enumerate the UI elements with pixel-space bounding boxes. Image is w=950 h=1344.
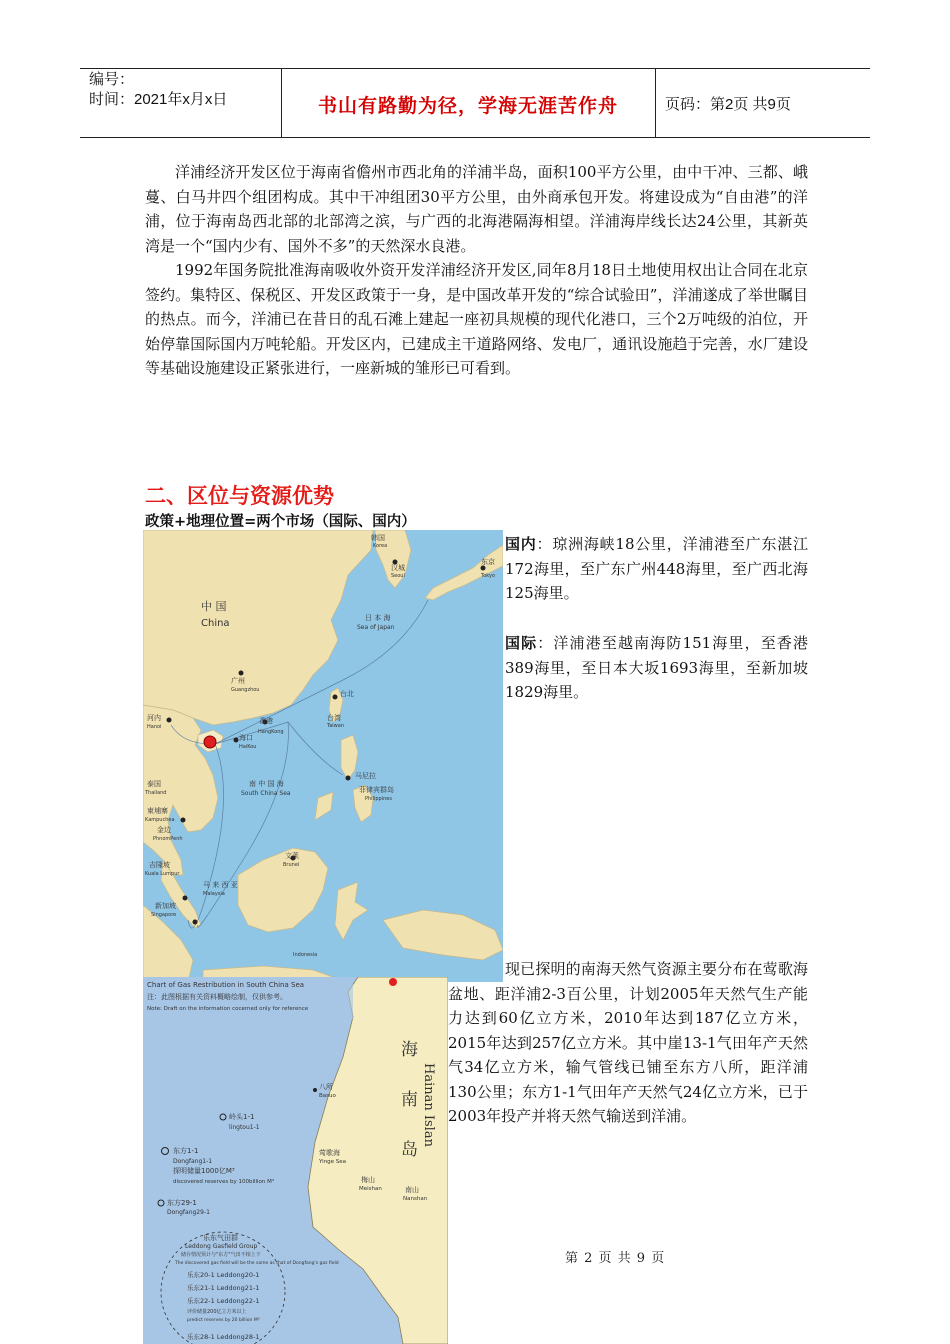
haikou-dot [234, 738, 239, 743]
hainan-label-char: 南 [401, 1090, 418, 1110]
header-page-info: 页码：第2页 共9页 [665, 96, 791, 113]
header-motto: 书山有路勤为径，学海无涯苦作舟 [317, 95, 618, 117]
map-label: 广州 [231, 677, 245, 685]
map-label: Kuala Lumpur [145, 871, 180, 877]
map-label: 乐东21-1 Leddong21-1 [187, 1284, 260, 1292]
section-title: 二、区位与资源优势 [145, 484, 334, 508]
map-label: 储存情况预计与"东方"气田不相上下 [181, 1252, 261, 1258]
map-label: China [201, 618, 230, 629]
map-label: 海口 [239, 734, 253, 742]
map-label: 韩国 [371, 534, 385, 542]
map-label: Tokyo [481, 573, 495, 579]
singapore-dot [193, 920, 198, 925]
map-label: Meishan [359, 1186, 382, 1192]
map-label: 东方1-1 [173, 1147, 199, 1155]
manila-dot [346, 776, 351, 781]
domestic-market-text [505, 532, 808, 606]
hainan-label-en: Hainan Islan [421, 1063, 436, 1147]
map-label: Indonesia [293, 952, 318, 958]
map-label: Taiwan [327, 723, 345, 729]
map-label: 菲律宾群岛 [359, 786, 394, 794]
taipei-dot [333, 695, 338, 700]
international-market-text [505, 631, 808, 705]
map-label: Thailand [145, 790, 167, 796]
international-detail: ：洋浦港至越南海防151海里，至香港389海里，至日本大坂1693海里，至新加坡1829海里。 [505, 634, 808, 701]
map-label: 河内 [147, 714, 161, 722]
map-label: Basuo [319, 1093, 336, 1099]
international-label: 国际 [505, 634, 538, 652]
map-label: Nanshan [403, 1196, 428, 1202]
gas-paragraph-start [448, 957, 808, 1129]
hainan-label-char: 岛 [401, 1140, 418, 1160]
map-label: discovered reserves by 100billion M³ [173, 1179, 275, 1185]
map2-title: Chart of Gas Restribution in South China Sea [147, 981, 305, 989]
map-label: HaiKou [239, 744, 257, 750]
domestic-detail: ：琼洲海峡18公里，洋浦港至广东湛江172海里，至广东广州448海里，至广西北海125海里。 [505, 535, 808, 602]
map-label: 中 国 [201, 600, 227, 613]
map-label: Brunei [283, 862, 300, 868]
map-label: 金边 [157, 826, 171, 834]
map-label: Sea of Japan [357, 624, 395, 631]
map-label: 马 来 西 亚 [203, 881, 238, 889]
map-label: 东京 [481, 558, 495, 566]
tokyo-dot [481, 566, 486, 571]
hainan-label-char: 海 [401, 1040, 418, 1060]
map-label: 汉城 [391, 564, 405, 572]
header-divider [655, 69, 656, 137]
map-label: 乐东20-1 Leddong20-1 [187, 1271, 260, 1279]
map-label: 莺歌海 [319, 1149, 340, 1157]
header-left [89, 70, 227, 110]
map-label: Yinge Sea [319, 1159, 347, 1165]
south-china-sea-map [143, 530, 503, 982]
map-label: 梅山 [361, 1176, 375, 1184]
yangpu-marker [389, 978, 397, 986]
gas-paragraph: 现已探明的南海天然气资源主要分布在莺歌海盆地、距洋浦2-3百公里，计划2005年天然气生产能力达到60亿立方米，2010年达到187亿立方米，2015年达到257亿立方米。其中崖13-1气田年产天然气34亿立方米，输气管线已铺至东方八所，距洋浦130公里；东方1-1气田年产天然气24亿立方米，已于2003年投产并将天然气输送到洋浦。 [448, 960, 808, 1125]
map-label: predict reserves by 20 billion M³ [187, 1318, 260, 1323]
map-label: Hanoi [147, 724, 162, 730]
map-label: Malaysia [203, 891, 225, 897]
map-label: 新加坡 [155, 902, 176, 910]
map-label: 乐东28-1 Leddong28-1 [187, 1333, 260, 1341]
number-label: 编号： [89, 71, 135, 88]
map-label: The discovered gas field will be the same as that of Dongfang's gas field [175, 1261, 339, 1266]
map-label: PhnomPenh [153, 836, 183, 842]
phnom-penh-dot [181, 818, 186, 823]
map-label: Leddong Gasfield Group [185, 1243, 258, 1250]
map-label: 探明储量1000亿M³ [173, 1167, 235, 1175]
page-footer: 第 2 页 共 9 页 [565, 1251, 666, 1266]
map-label: 乐东气田群 [203, 1234, 238, 1242]
map-label: Dongfang29-1 [167, 1209, 210, 1216]
map-label: Kampuchea [145, 817, 175, 823]
map-label: 台北 [340, 690, 354, 698]
map-label: HangKong [258, 729, 284, 735]
map-label: Guangzhou [231, 687, 260, 693]
map-label: 八所 [319, 1083, 333, 1091]
hanoi-dot [167, 718, 172, 723]
map-label: Dongfang1-1 [173, 1158, 213, 1165]
paragraph-1: 洋浦经济开发区位于海南省儋州市西北角的洋浦半岛，面积100平方公里，由中干冲、三都、峨蔓、白马井四个组团构成。其中干冲组团30平方公里，由外商承包开发。将建设成为“自由港”的洋浦，位于海南岛西北部的北部湾之滨，与广西的北海港隔海相望。洋浦海岸线长达24公里，其新英湾是一个“国内少有、国外不多”的天然深水良港。 [145, 163, 808, 255]
map-label: Korea [373, 543, 388, 549]
map-label: 文莱 [285, 852, 299, 860]
map-label: Seoul [391, 573, 405, 579]
map2-note-cn: 注：此图根据有关资料概略绘制，仅供参考。 [147, 993, 287, 1001]
map-label: 泰国 [147, 780, 161, 788]
time-label: 时间：2021年x月x日 [89, 91, 228, 108]
kuala-lumpur-dot [183, 896, 188, 901]
map-label: 南山 [405, 1186, 419, 1194]
map-label: 东方29-1 [167, 1199, 197, 1207]
map-label: Singapore [151, 912, 177, 918]
domestic-label: 国内 [505, 535, 537, 553]
map-label: 乐东22-1 Leddong22-1 [187, 1297, 260, 1305]
guangzhou-dot [239, 671, 244, 676]
map-label: 岭头1-1 [229, 1113, 255, 1121]
map-label: 南 中 国 海 [249, 780, 284, 788]
map-label: South China Sea [241, 790, 291, 797]
map-label: 香港 [259, 717, 273, 725]
map-label: 吉隆坡 [149, 861, 170, 869]
gas-distribution-map [143, 977, 448, 1344]
map-label: 马尼拉 [355, 772, 376, 780]
map-label: 评价储量200亿立方米以上 [187, 1309, 247, 1315]
map2-note-en: Note: Draft on the information cocerned only for reference [147, 1006, 309, 1012]
paragraph-2: 1992年国务院批准海南吸收外资开发洋浦经济开发区,同年8月18日土地使用权出让合同在北京签约。集特区、保税区、开发区政策于一身，是中国改革开发的“综合试验田”，洋浦遂成了举世瞩目的热点。而今，洋浦已在昔日的乱石滩上建起一座初具规模的现代化港口，三个2万吨级的泊位，开始停靠国际国内万吨轮船。开发区内，已建成主干道路网络、发电厂，通讯设施趋于完善，水厂建设等基础设施建设正紧张进行，一座新城的雏形已可看到。 [145, 261, 808, 378]
map-label: lingtou1-1 [229, 1124, 260, 1131]
basuo-dot [313, 1088, 317, 1092]
map-label: Philippines [365, 796, 392, 802]
map-label: 柬埔寨 [147, 807, 168, 815]
section-subtitle: 政策+地理位置=两个市场（国际、国内） [145, 514, 416, 530]
yangpu-port-marker [204, 736, 216, 748]
map-label: 日 本 海 [365, 614, 391, 622]
map-label: 台湾 [327, 714, 341, 722]
